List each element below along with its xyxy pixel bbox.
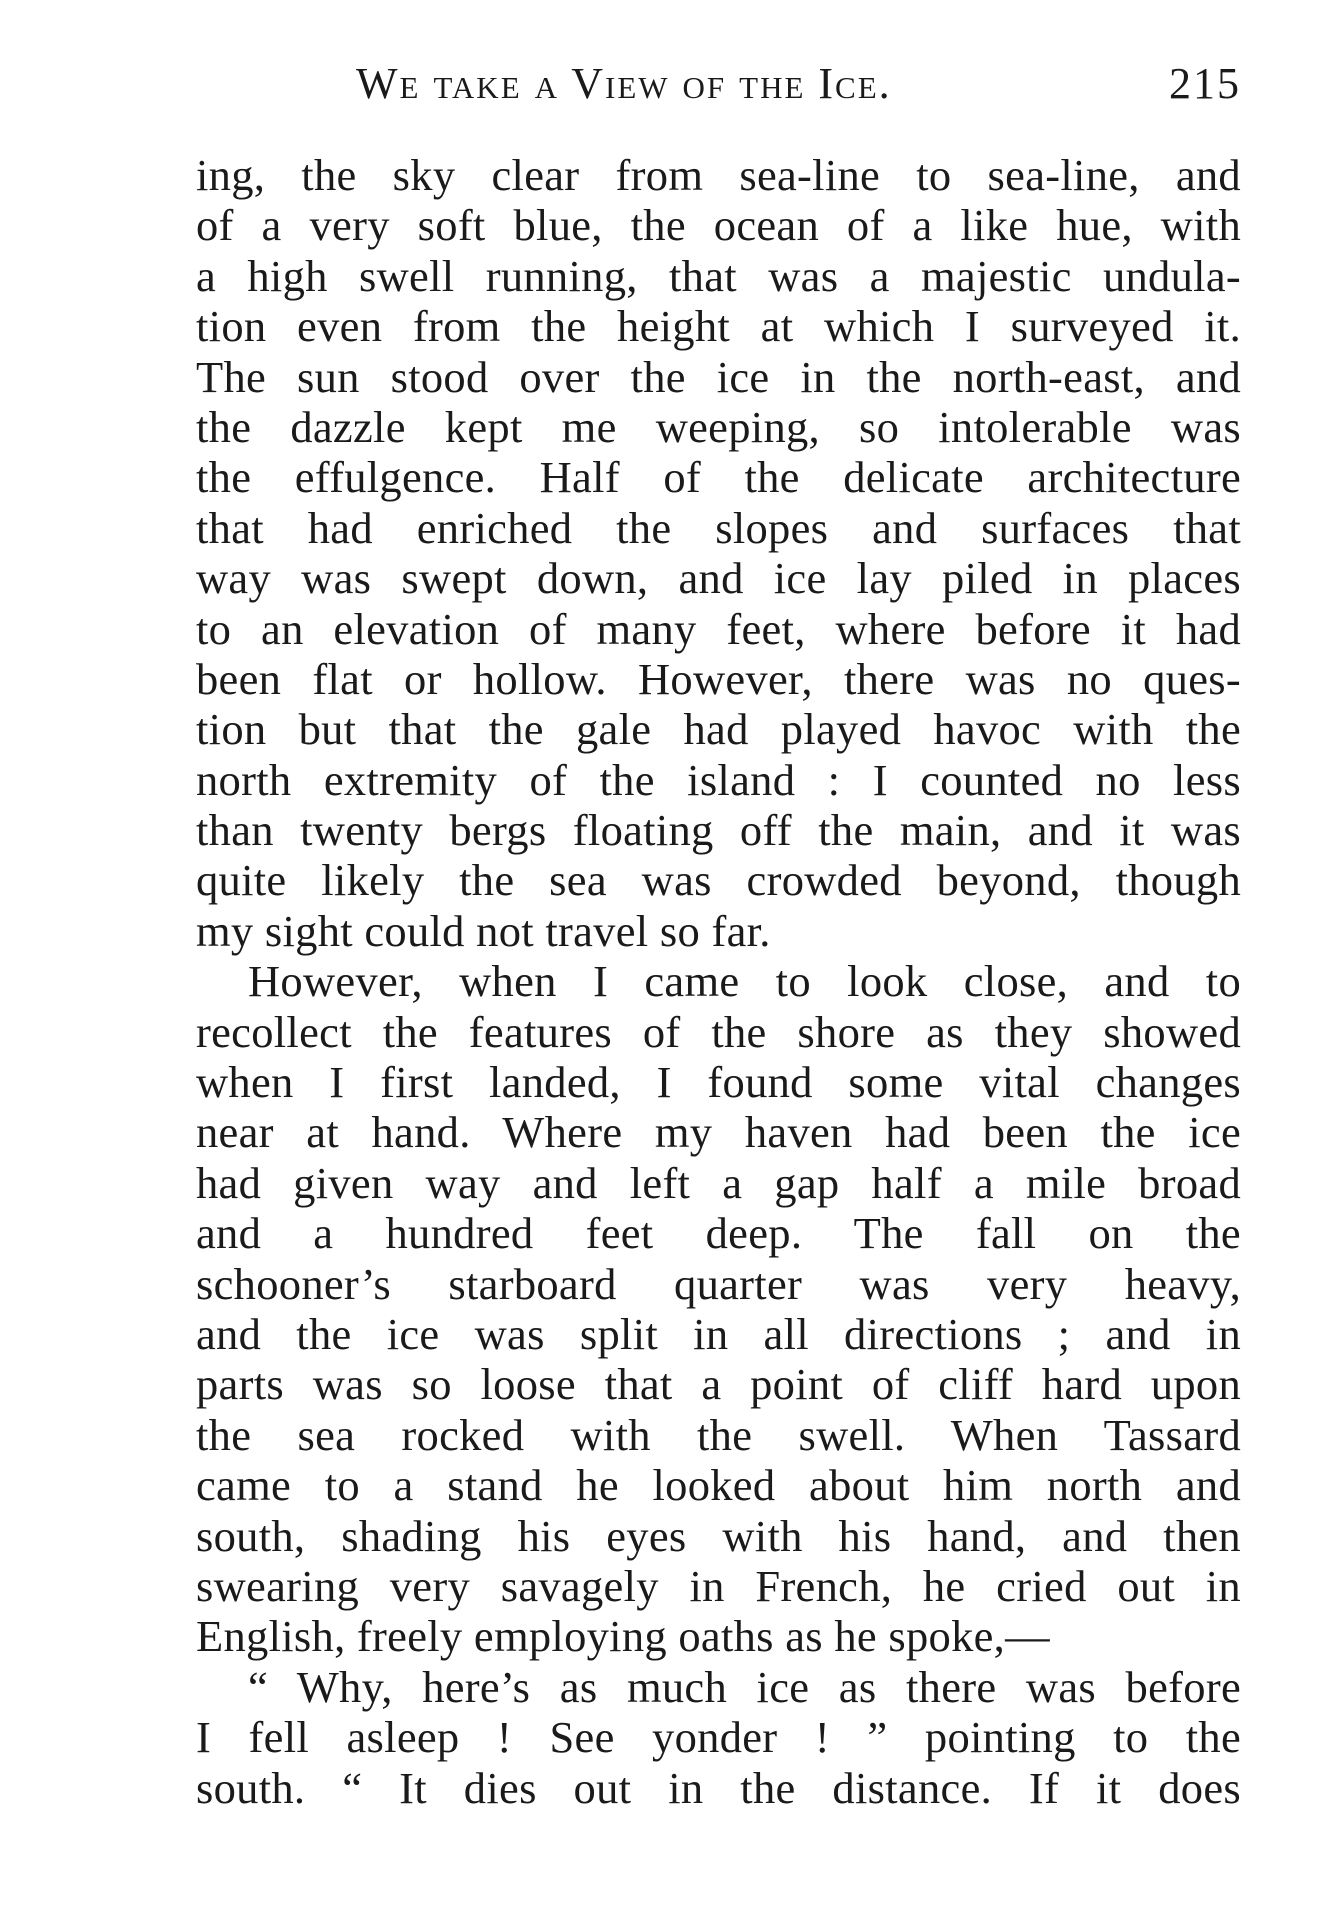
paragraph	[196, 956, 1241, 1661]
text-line: when I first landed, I found some vital changes	[196, 1057, 1241, 1108]
text-line: I fell asleep ! See yonder ! ” pointing to the	[196, 1712, 1241, 1763]
text-line: to an elevation of many feet, where before it had	[196, 603, 1241, 654]
text-line: near at hand. Where my haven had been the ice	[196, 1107, 1241, 1158]
text-line: “ Why, here’s as much ice as there was before	[248, 1661, 1241, 1712]
text-line: ing, the sky clear from sea-line to sea-line, and	[196, 150, 1241, 200]
text-line: way was swept down, and ice lay piled in places	[196, 553, 1241, 604]
text-line: schooner’s starboard quarter was very heavy,	[196, 1258, 1241, 1309]
text-line: quite likely the sea was crowded beyond, though	[196, 855, 1241, 906]
text-line: tion even from the height at which I surveyed it.	[196, 301, 1241, 352]
text-line: been flat or hollow. However, there was no ques-	[196, 653, 1241, 704]
text-line: had given way and left a gap half a mile broad	[196, 1157, 1241, 1208]
paragraph	[196, 150, 1241, 956]
text-line: However, when I came to look close, and to	[248, 956, 1241, 1007]
text-line: south. “ It dies out in the distance. If it does	[196, 1762, 1241, 1813]
text-line: north extremity of the island : I counted no less	[196, 754, 1241, 805]
text-line: the effulgence. Half of the delicate architecture	[196, 452, 1241, 503]
text-line: my sight could not travel so far.	[196, 905, 771, 956]
text-line: than twenty bergs floating off the main, and it was	[196, 805, 1241, 856]
text-line: the sea rocked with the swell. When Tassard	[196, 1409, 1241, 1460]
text-line: and a hundred feet deep. The fall on the	[196, 1208, 1241, 1259]
paragraph	[196, 1662, 1241, 1813]
text-line: English, freely employing oaths as he spoke,—	[196, 1611, 1050, 1662]
text-line: a high swell running, that was a majestic undula-	[196, 250, 1241, 301]
text-line: and the ice was split in all directions ; and in	[196, 1308, 1241, 1359]
text-line: of a very soft blue, the ocean of a like hue, with	[196, 200, 1241, 251]
page-number: 215	[1169, 59, 1241, 108]
text-line: swearing very savagely in French, he cried out in	[196, 1560, 1241, 1611]
text-line: parts was so loose that a point of cliff hard upon	[196, 1359, 1241, 1410]
text-line: that had enriched the slopes and surfaces that	[196, 502, 1241, 553]
running-head-title: We take a View of the Ice.	[356, 59, 892, 108]
text-line: tion but that the gale had played havoc with the	[196, 704, 1241, 755]
text-line: came to a stand he looked about him north and	[196, 1460, 1241, 1511]
text-line: recollect the features of the shore as they showed	[196, 1006, 1241, 1057]
running-head	[196, 58, 1241, 118]
body-text	[196, 150, 1241, 1813]
text-line: The sun stood over the ice in the north-east, and	[196, 351, 1241, 402]
text-line: the dazzle kept me weeping, so intolerable was	[196, 401, 1241, 452]
text-line: south, shading his eyes with his hand, and then	[196, 1510, 1241, 1561]
